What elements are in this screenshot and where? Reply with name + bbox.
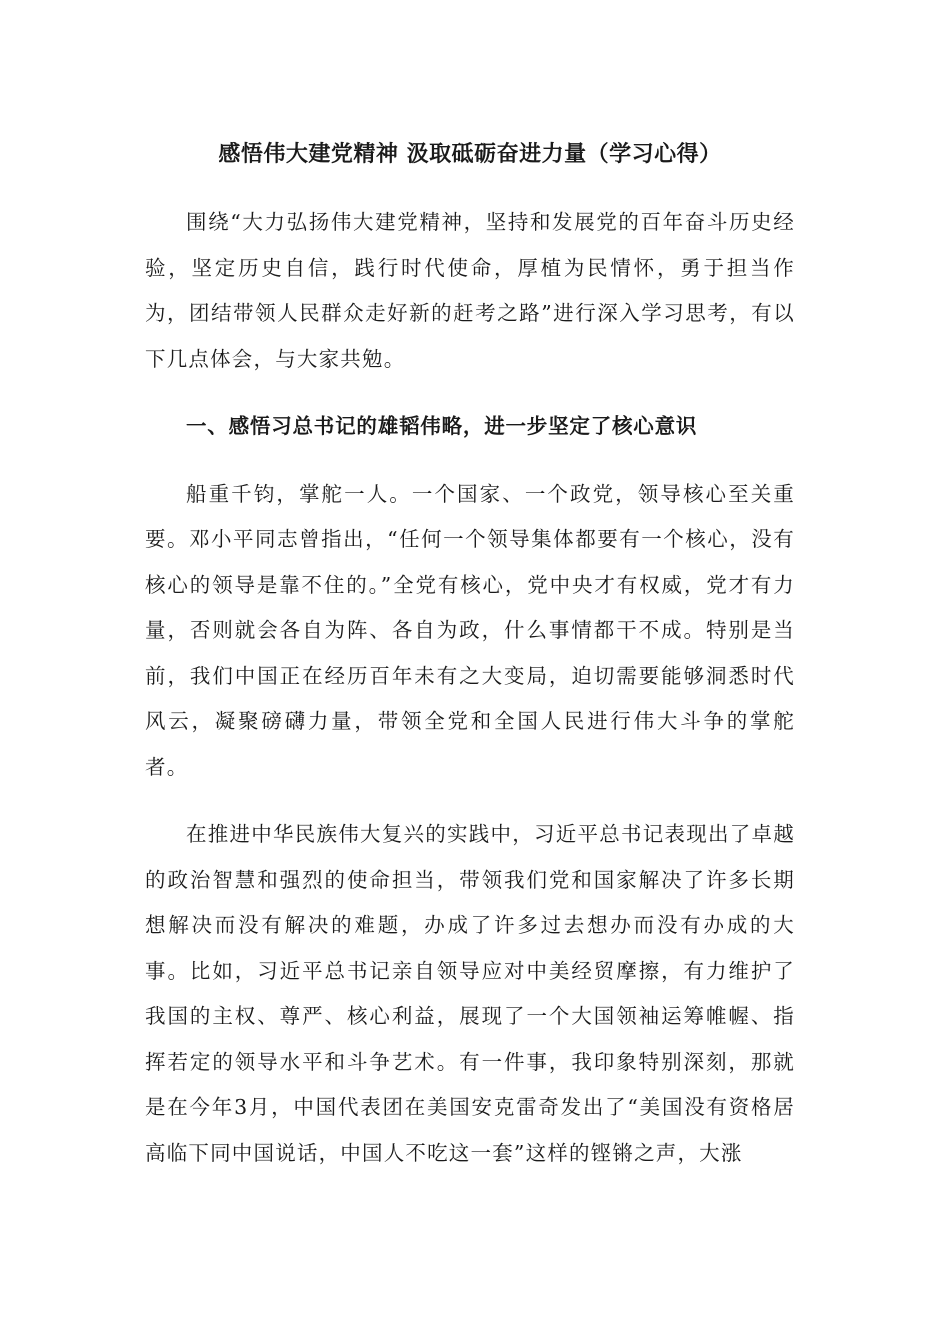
intro-paragraph: 围绕“大力弘扬伟大建党精神，坚持和发展党的百年奋斗历史经验，坚定历史自信，践行时代使命，厚植为民情怀，勇于担当作为，团结带领人民群众走好新的赶考之路”进行深入学习思考，有以下几点体会，与大家共勉。: [145, 210, 795, 371]
section-heading-1: 一、感悟习总书记的雄韬伟略，进一步坚定了核心意识: [186, 414, 698, 438]
section-1-paragraph-1: 船重千钧，掌舵一人。一个国家、一个政党，领导核心至关重要。邓小平同志曾指出，“任何一个领导集体都要有一个核心，没有核心的领导是靠不住的。”全党有核心，党中央才有权威，党才有力量，否则就会各自为阵、各自为政，什么事情都干不成。特别是当前，我们中国正在经历百年未有之大变局，迫切需要能够洞悉时代风云，凝聚磅礴力量，带领全党和全国人民进行伟大斗争的掌舵者。: [145, 481, 795, 779]
document-title: 感悟伟大建党精神 汲取砥砺奋进力量（学习心得）: [218, 141, 722, 167]
document-body: [145, 134, 795, 1198]
section-1-paragraph-2: 在推进中华民族伟大复兴的实践中，习近平总书记表现出了卓越的政治智慧和强烈的使命担当，带领我们党和国家解决了许多长期想解决而没有解决的难题，办成了许多过去想办而没有办成的大事。比如，习近平总书记亲自领导应对中美经贸摩擦，有力维护了我国的主权、尊严、核心利益，展现了一个大国领袖运筹帷幄、指挥若定的领导水平和斗争艺术。有一件事，我印象特别深刻，那就是在今年3月，中国代表团在美国安克雷奇发出了“美国没有资格居高临下同中国说话，中国人不吃这一套”这样的铿锵之声，大涨: [145, 822, 795, 1165]
